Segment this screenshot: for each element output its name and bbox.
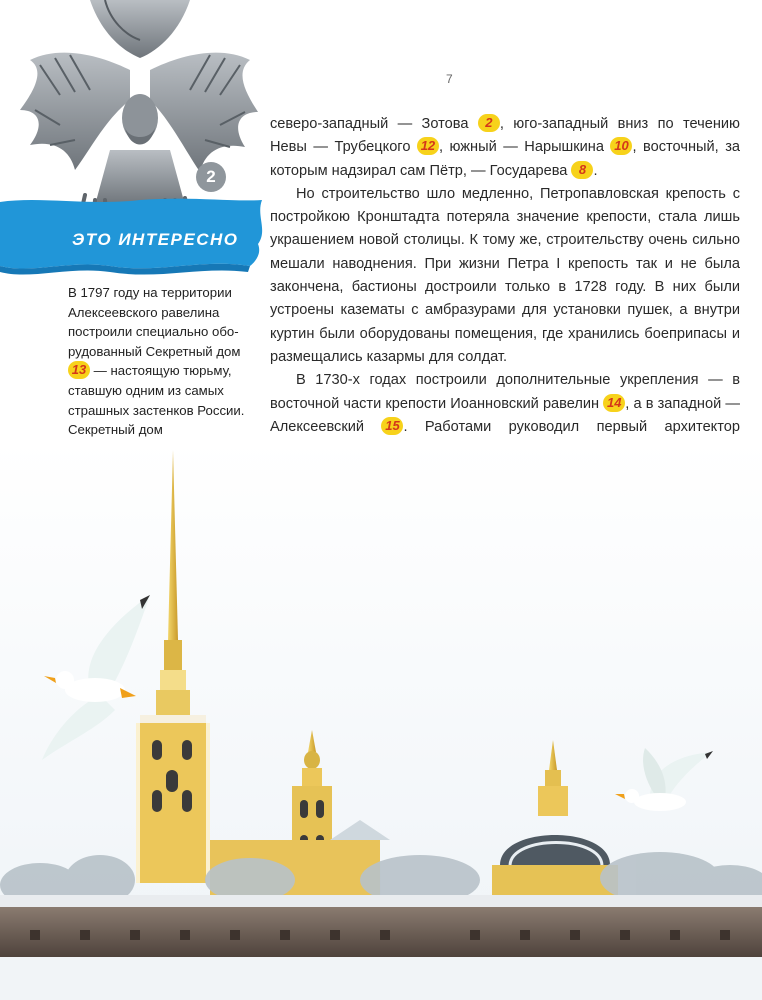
text-run: , южный — Нарышкина — [438, 139, 604, 156]
figure-badge-number: 2 — [196, 162, 226, 192]
page-number: 7 — [446, 72, 453, 86]
side-note-text-part: В 1797 году на территории Алексеевского равелина построили специально обо-рудованный Секретный дом — [68, 285, 241, 359]
marker-13: 13 — [68, 361, 90, 379]
marker-2: 2 — [478, 114, 500, 132]
marker-14: 14 — [603, 394, 625, 412]
marker-15: 15 — [381, 417, 403, 435]
text-run: . — [593, 162, 598, 179]
paragraph: Но строительство шло медленно, Петропавловская крепость с постройкою Кронштадта потеряла значение крепости, стала лишь украшением новой столицы. К тому же, строительству очень сильно мешали наводнения. При жизни Петра I крепость так и не была закончена, бастионы достроили только в 1728 году. В них были устроены казематы с амбразурами для установки пушек, а внутри куртин были оборудованы помещения, где хранились боеприпасы и размещались казармы для солдат. — [270, 185, 740, 365]
side-note-text-part: — настоящую тюрьму, ставшую одним из самых страшных застенков России. Секретный дом — [68, 363, 245, 438]
text-run: северо-западный — Зотова — [270, 116, 469, 132]
marker-12: 12 — [417, 137, 439, 155]
angel-sculpture-image — [0, 0, 270, 225]
marker-10: 10 — [610, 137, 632, 155]
text-run: , юго-западный вниз по течению Невы — Трубецкого — [270, 116, 740, 156]
side-note-text — [68, 283, 258, 459]
frozen-river — [0, 957, 762, 1000]
text-run: В 1730-х годах построили дополнительные укрепления — в восточной части крепости Иоанновский равелин — [270, 372, 740, 412]
marker-8: 8 — [571, 161, 593, 179]
text-run: , восточный, за которым надзирал сам Пётр, — Государева — [270, 139, 741, 179]
text-run: , а в западной — Алексеевский — [270, 395, 740, 435]
text-run: . Работами руководил первый архитектор — [403, 418, 740, 435]
peter-paul-fortress-illustration — [0, 440, 762, 1000]
banner-title: ЭТО ИНТЕРЕСНО — [72, 230, 239, 249]
paragraph — [270, 113, 740, 183]
